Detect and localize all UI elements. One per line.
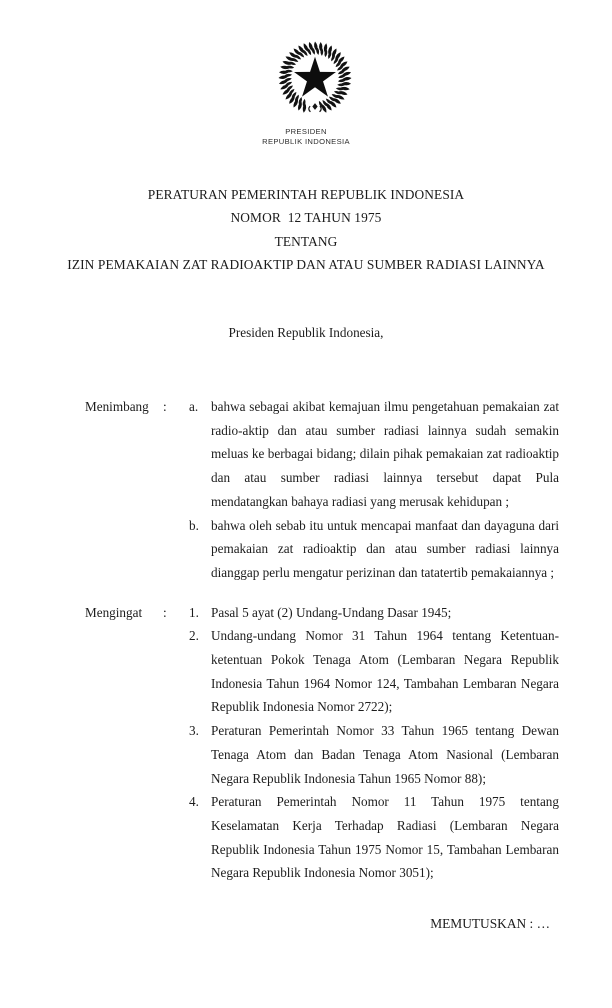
item-text: bahwa oleh sebab itu untuk mencapai manfaat dan dayaguna dari pemakaian zat radioaktip dan atau sumber radiasi lainnya dianggap perlu mengatur perizinan dan tatatertib pemakaiannya ; <box>211 517 559 580</box>
item-text: Peraturan Pemerintah Nomor 11 Tahun 1975 tentang Keselamatan Kerja Terhadap Radiasi (Lembaran Negara Republik Indonesia Tahun 1975 Nomor 15, Tambahan Lembaran Negara Republik Indonesia Nomor 3051); <box>211 794 559 881</box>
section-items <box>189 395 561 585</box>
item-text: Undang-undang Nomor 31 Tahun 1964 tentang Ketentuan-ketentuan Pokok Tenaga Atom (Lembaran Negara Republik Indonesia Tahun 1964 Nomor 124, Tambahan Lembaran Negara Republik Indonesia Nomor 2722); <box>211 628 559 715</box>
document-body <box>0 395 612 885</box>
consideration-item-a <box>189 395 561 514</box>
section-items <box>189 601 561 885</box>
seal-caption <box>0 127 612 147</box>
item-marker: 2. <box>189 628 199 644</box>
seal-caption-republik: REPUBLIK INDONESIA <box>262 137 350 146</box>
legal-basis-item-2 <box>189 624 561 719</box>
item-marker: 1. <box>189 604 199 620</box>
salutation: Presiden Republik Indonesia, <box>228 325 384 340</box>
consideration-item-b <box>189 514 561 585</box>
continuation-line: MEMUTUSKAN : … <box>430 916 550 931</box>
star-glyph <box>294 57 336 97</box>
item-text: Peraturan Pemerintah Nomor 33 Tahun 1965 tentang Dewan Tenaga Atom dan Badan Tenaga Atom Nasional (Lembaran Negara Republik Indonesia Tahun 1965 Nomor 88); <box>211 723 559 786</box>
item-marker: 4. <box>189 794 199 810</box>
legal-basis-item-3 <box>189 719 561 790</box>
document-title <box>0 183 612 277</box>
seal-caption-presiden: PRESIDEN <box>285 127 327 136</box>
section-colon: : <box>163 399 167 414</box>
section-menimbang <box>0 395 612 585</box>
legal-basis-item-1 <box>189 601 561 625</box>
presidential-seal <box>277 40 353 116</box>
item-marker: b. <box>189 517 199 533</box>
star-wreath-seal-icon <box>277 40 353 116</box>
item-marker: a. <box>189 399 199 414</box>
section-mengingat <box>0 601 612 885</box>
title-line-subject: IZIN PEMAKAIAN ZAT RADIOAKTIP DAN ATAU SUMBER RADIASI LAINNYA <box>67 257 545 273</box>
item-text: bahwa sebagai akibat kemajuan ilmu pengetahuan pemakaian zat radio-aktip dan atau sumber radiasi lainnya sudah semakin meluas ke berbagai bidang; dilain pihak pemakaian zat radioaktip dan atau sumber radiasi lainnya tersebut dapat Pula mendatangkan bahaya radiasi yang merusak kehidupan ; <box>211 399 559 509</box>
section-label: Menimbang <box>85 399 149 414</box>
legal-basis-item-4 <box>189 790 561 885</box>
section-label: Mengingat <box>85 604 143 620</box>
item-marker: 3. <box>189 723 199 739</box>
item-text: Pasal 5 ayat (2) Undang-Undang Dasar 1945; <box>211 604 452 620</box>
title-line-tentang: TENTANG <box>274 233 338 249</box>
title-line-number: NOMOR 12 TAHUN 1975 <box>230 210 382 226</box>
title-line-regulation: PERATURAN PEMERINTAH REPUBLIK INDONESIA <box>147 187 465 202</box>
section-colon: : <box>163 604 167 620</box>
